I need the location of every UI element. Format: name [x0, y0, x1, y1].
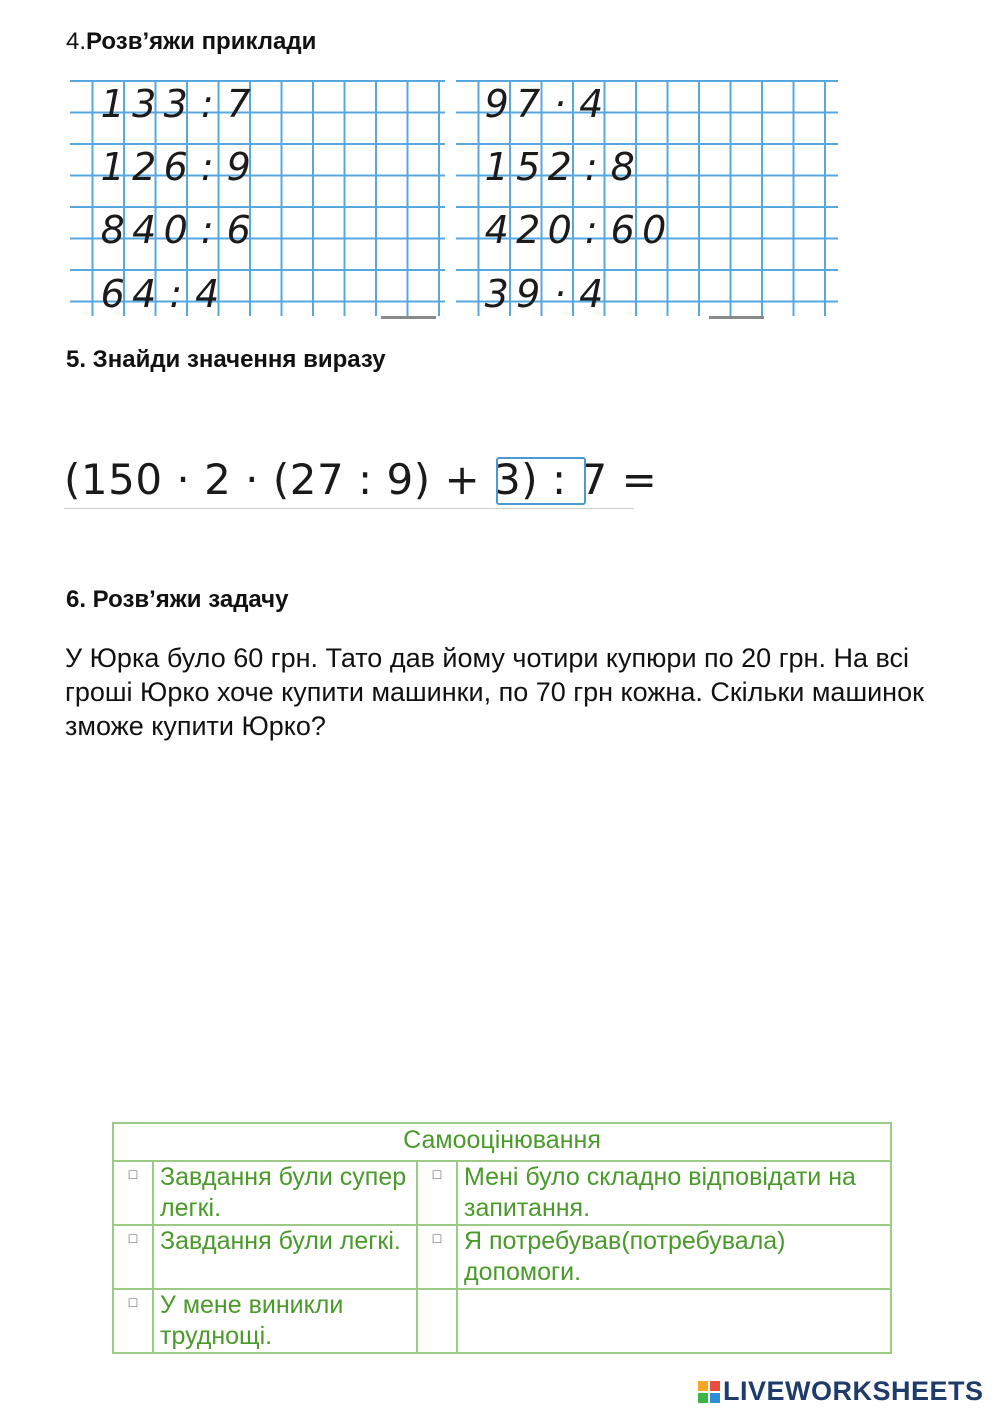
- digit: 3: [132, 82, 157, 126]
- digit: 6: [610, 208, 635, 252]
- digit: 5: [516, 145, 541, 189]
- task6-text: У Юрка було 60 грн. Тато дав йому чотири купюри по 20 грн. На всі гроші Юрко хоче купити машинки, по 70 грн кожна. Скільки машинок зможе купити Юрко?: [65, 643, 924, 741]
- digit: 2: [132, 145, 157, 189]
- option-label: Завдання були легкі.: [153, 1225, 417, 1289]
- digit: 9: [516, 272, 541, 316]
- digit: 9: [226, 145, 251, 189]
- digit: 4: [579, 272, 604, 316]
- digit: 8: [100, 208, 125, 252]
- answer-line[interactable]: [709, 316, 764, 319]
- task4-number: 4.: [66, 28, 87, 55]
- liveworksheets-logo: [698, 1376, 984, 1407]
- digit: 1: [484, 145, 509, 189]
- digit: 4: [195, 272, 220, 316]
- logo-icon: [698, 1381, 720, 1403]
- example-row: [481, 208, 670, 252]
- example-row: [481, 82, 607, 126]
- divider: [64, 508, 634, 509]
- digit: :: [200, 145, 214, 189]
- example-row: [97, 208, 255, 252]
- task5-heading: 5. Знайди значення виразу: [66, 346, 386, 373]
- digit: 0: [642, 208, 667, 252]
- digit: 1: [100, 82, 125, 126]
- example-row: [97, 272, 223, 316]
- digit: 3: [484, 272, 509, 316]
- answer-line[interactable]: [381, 316, 436, 319]
- digit: 8: [610, 145, 635, 189]
- logo-text: LIVEWORKSHEETS: [723, 1376, 984, 1406]
- digit: 0: [547, 208, 572, 252]
- digit: ·: [553, 82, 566, 126]
- expression: (150 · 2 · (27 : 9) + 3) : 7 =: [64, 455, 658, 504]
- digit: :: [584, 208, 598, 252]
- option-label: Мені було складно відповідати на запитання.: [457, 1161, 891, 1225]
- digit: 2: [547, 145, 572, 189]
- option-label: Я потребував(потребувала) допомоги.: [457, 1225, 891, 1289]
- right-grid: [456, 80, 838, 316]
- digit: :: [169, 272, 183, 316]
- digit: 4: [132, 272, 157, 316]
- digit: 6: [226, 208, 251, 252]
- digit: 4: [132, 208, 157, 252]
- checkbox[interactable]: □: [417, 1225, 457, 1289]
- digit: ·: [553, 272, 566, 316]
- checkbox[interactable]: □: [113, 1289, 153, 1353]
- digit: :: [200, 208, 214, 252]
- checkbox[interactable]: □: [113, 1161, 153, 1225]
- digit: :: [200, 82, 214, 126]
- digit: 3: [163, 82, 188, 126]
- digit: 1: [100, 145, 125, 189]
- example-row: [97, 145, 255, 189]
- digit: 6: [163, 145, 188, 189]
- task4-heading: [66, 28, 316, 56]
- left-grid: [70, 80, 445, 316]
- digit: 4: [484, 208, 509, 252]
- checkbox[interactable]: □: [113, 1225, 153, 1289]
- digit: 7: [516, 82, 541, 126]
- task6-heading: 6. Розв’яжи задачу: [66, 586, 289, 613]
- digit: 7: [226, 82, 251, 126]
- digit: 2: [516, 208, 541, 252]
- example-row: [97, 82, 255, 126]
- checkbox[interactable]: □: [417, 1161, 457, 1225]
- digit: 9: [484, 82, 509, 126]
- option-label: У мене виникли труднощі.: [153, 1289, 417, 1353]
- option-label: Завдання були супер легкі.: [153, 1161, 417, 1225]
- digit: 0: [163, 208, 188, 252]
- empty-cell: [457, 1289, 891, 1353]
- example-row: [481, 145, 639, 189]
- self-assessment-table: [112, 1122, 892, 1354]
- answer-input[interactable]: [496, 457, 586, 505]
- empty-cell: [417, 1289, 457, 1353]
- digit: 4: [579, 82, 604, 126]
- digit: 6: [100, 272, 125, 316]
- digit: :: [584, 145, 598, 189]
- example-row: [481, 272, 607, 316]
- task4-title: Розв’яжи приклади: [86, 28, 317, 55]
- self-assessment-title: Самооцінювання: [113, 1123, 891, 1161]
